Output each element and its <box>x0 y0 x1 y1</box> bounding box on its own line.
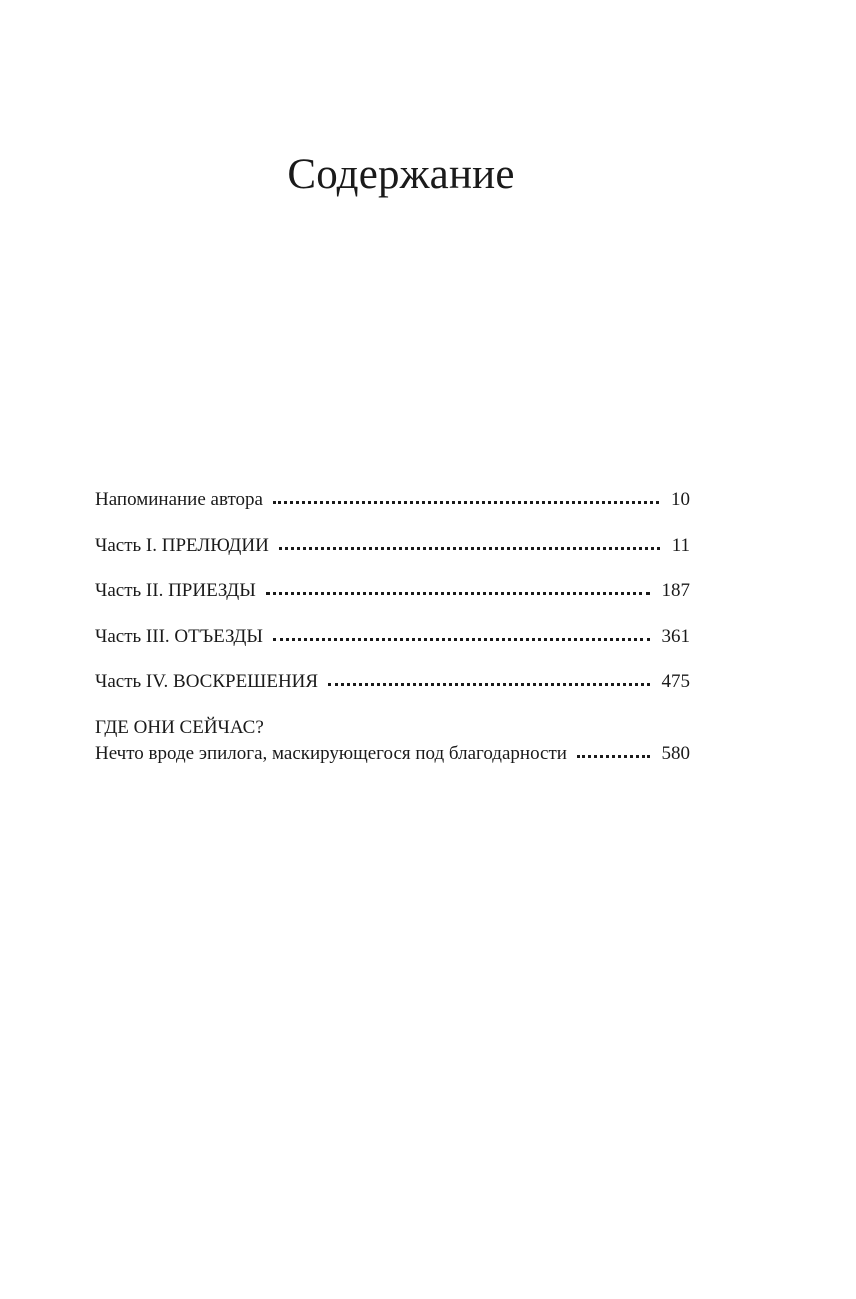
table-of-contents <box>95 488 690 766</box>
toc-entry-part-1[interactable] <box>95 534 690 558</box>
toc-entry-part-4[interactable] <box>95 670 690 694</box>
toc-entry-label: Часть III. ОТЪЕЗДЫ <box>95 625 263 647</box>
toc-page-number: 580 <box>661 742 690 764</box>
toc-entry-label: Часть IV. ВОСКРЕШЕНИЯ <box>95 671 319 692</box>
toc-entry-epilogue-line <box>95 742 690 766</box>
toc-page-number: 10 <box>671 489 690 510</box>
page-title: Содержание <box>287 151 515 198</box>
toc-page-number: 187 <box>661 580 690 601</box>
toc-entry-label: Часть II. ПРИЕЗДЫ <box>95 580 256 601</box>
dot-leader <box>266 592 650 595</box>
dot-leader <box>273 501 659 504</box>
toc-entry-part-2[interactable] <box>95 579 690 603</box>
toc-entry-label: Нечто вроде эпилога, маскирующегося под благодарности <box>95 742 567 764</box>
toc-page-number: 361 <box>661 625 690 647</box>
dot-leader <box>328 683 649 686</box>
toc-entry-heading: ГДЕ ОНИ СЕЙЧАС? <box>95 716 264 738</box>
toc-page-number: 475 <box>661 671 690 692</box>
toc-entry-label: Напоминание автора <box>95 489 263 510</box>
toc-entry-author-note[interactable] <box>95 488 690 512</box>
dot-leader <box>273 638 650 641</box>
toc-entry-epilogue[interactable] <box>95 716 690 766</box>
toc-page-number: 11 <box>671 534 690 556</box>
dot-leader <box>279 547 660 550</box>
toc-entry-part-3[interactable] <box>95 625 690 649</box>
toc-entry-label: Часть I. ПРЕЛЮДИИ <box>95 534 269 556</box>
dot-leader <box>577 755 650 758</box>
